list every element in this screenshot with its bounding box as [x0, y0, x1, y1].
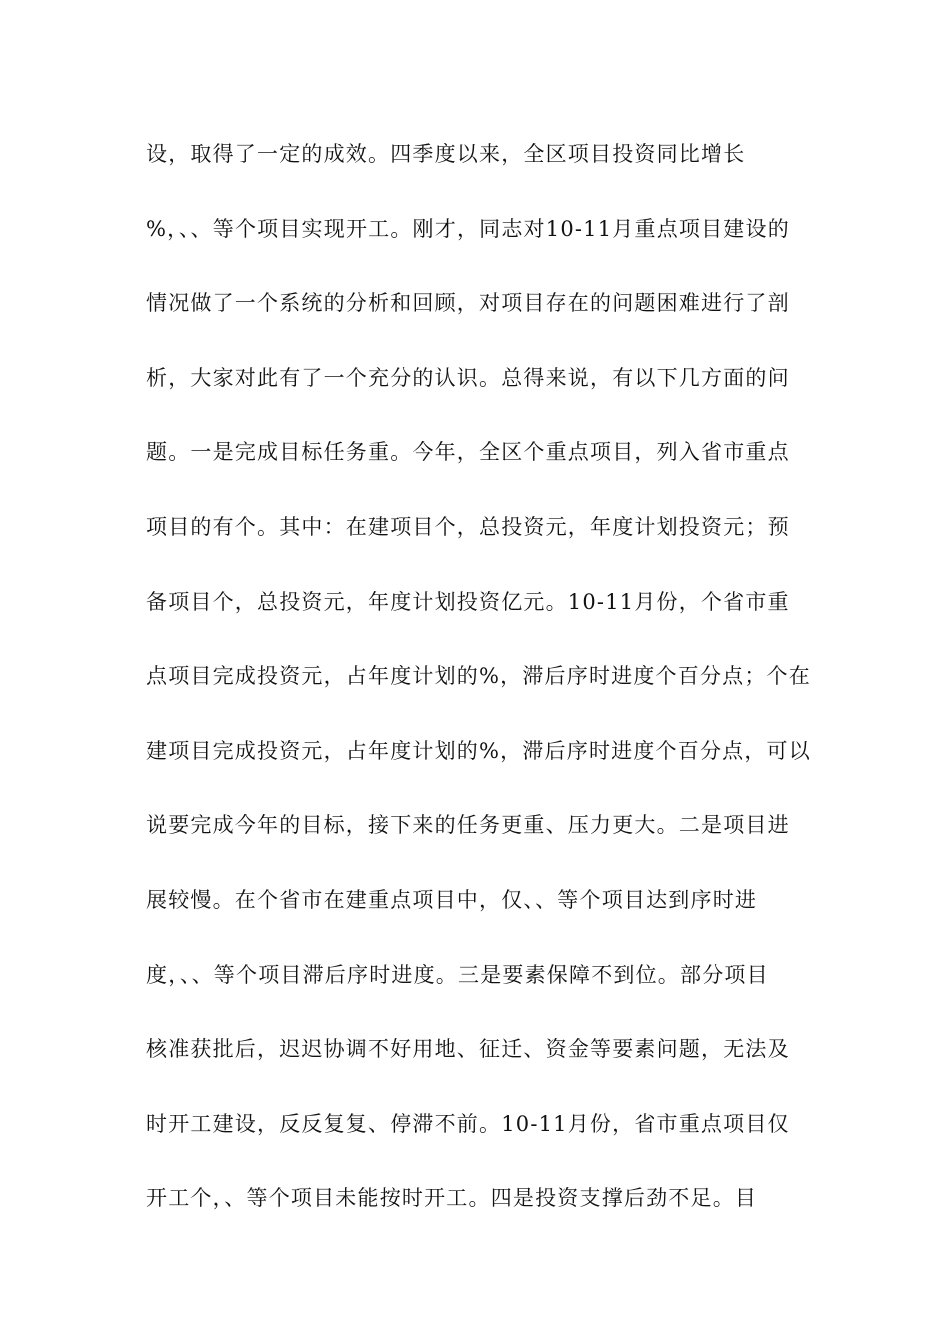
- text-line: 展较慢。在个省市在建重点项目中，仅、、等个项目达到序时进: [146, 887, 758, 912]
- text-line: 时开工建设，反反复复、停滞不前。10-11月份，省市重点项目仅: [146, 1111, 790, 1136]
- text-line: %，、、等个项目实现开工。刚才，同志对10-11月重点项目建设的: [146, 216, 790, 241]
- text-line: 题。一是完成目标任务重。今年，全区个重点项目，列入省市重点: [146, 440, 790, 465]
- text-line: 开工个，、等个项目未能按时开工。四是投资支撑后劲不足。目: [146, 1186, 758, 1211]
- text-line: 析，大家对此有了一个充分的认识。总得来说，有以下几方面的问: [146, 365, 790, 390]
- text-line: 项目的有个。其中：在建项目个，总投资元，年度计划投资元；预: [146, 514, 790, 539]
- text-line: 核准获批后，迟迟协调不好用地、征迁、资金等要素问题，无法及: [146, 1037, 790, 1062]
- text-line: 备项目个，总投资元，年度计划投资亿元。10-11月份，个省市重: [146, 589, 790, 614]
- text-line: 情况做了一个系统的分析和回顾，对项目存在的问题困难进行了剖: [146, 291, 790, 316]
- text-line: 度，、、等个项目滞后序时进度。三是要素保障不到位。部分项目: [146, 962, 769, 987]
- text-line: 设，取得了一定的成效。四季度以来，全区项目投资同比增长: [146, 142, 746, 166]
- body-text: [146, 134, 810, 1253]
- text-line: 说要完成今年的目标，接下来的任务更重、压力更大。二是项目进: [146, 813, 790, 838]
- text-line: 点项目完成投资元，占年度计划的%，滞后序时进度个百分点；个在: [146, 664, 811, 689]
- text-line: 建项目完成投资元，占年度计划的%，滞后序时进度个百分点，可以: [146, 738, 811, 763]
